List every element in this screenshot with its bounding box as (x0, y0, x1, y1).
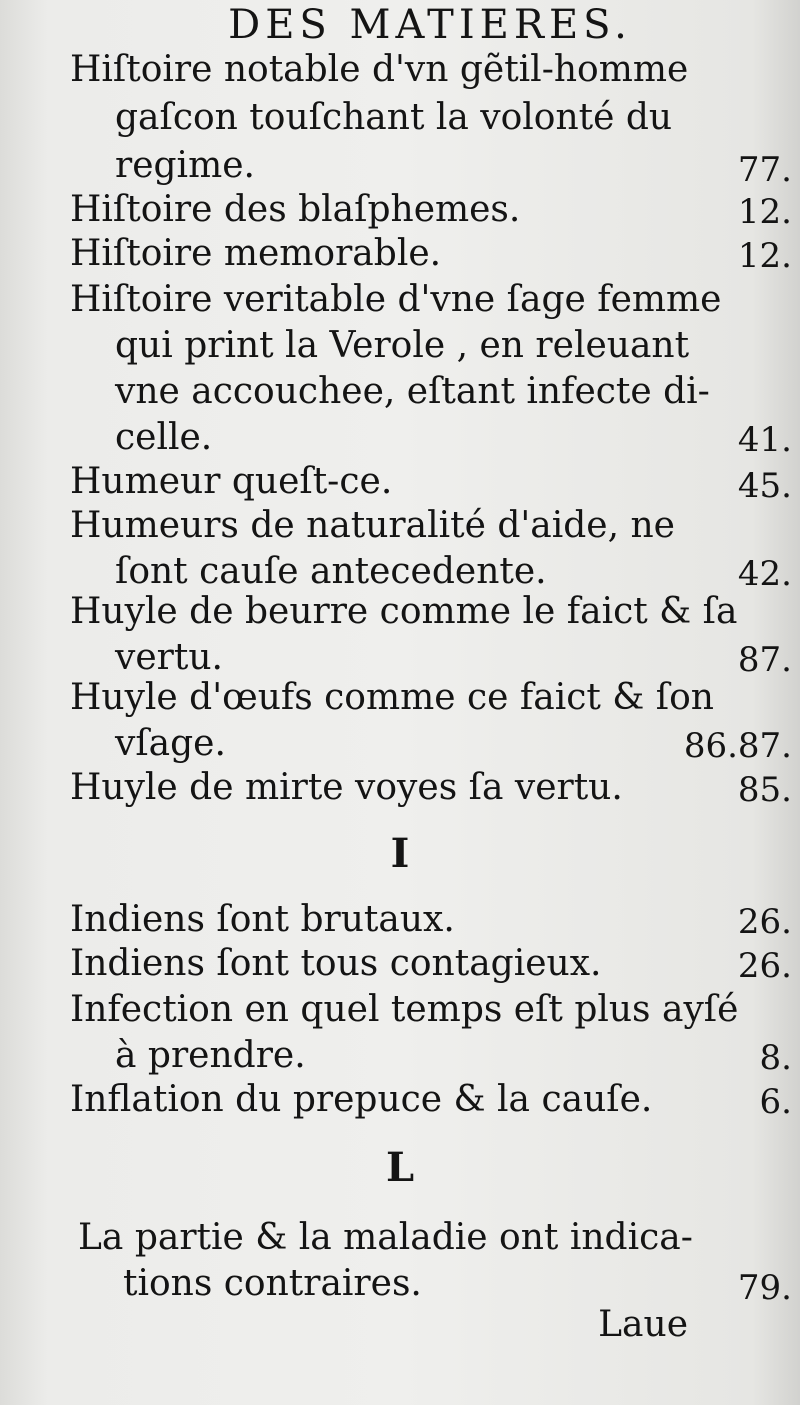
page-reference: 85. (737, 770, 792, 810)
entry-line: Huyle de beurre comme le faict & ſa (70, 591, 738, 632)
page-reference: 8. (759, 1038, 792, 1078)
page-reference: 41. (737, 420, 792, 460)
entry-line: Hiſtoire memorable. (70, 233, 442, 274)
page-reference: 77. (737, 150, 792, 190)
entry-line: Hiſtoire des blaſphemes. (70, 189, 521, 230)
entry-line: ſont cauſe antecedente. (115, 551, 547, 592)
entry-line: vertu. (115, 637, 223, 678)
running-head: DES MATIERES. (228, 2, 632, 48)
page-reference: 26. (737, 902, 792, 942)
entry-line: gaſcon touſchant la volonté du (115, 97, 673, 138)
entry-line: Hiſtoire notable d'vn gẽtil-homme (70, 49, 689, 90)
entry-line: Humeur queſt-ce. (70, 461, 393, 502)
page-reference: 12. (737, 192, 792, 232)
page-reference: 87. (737, 640, 792, 680)
page-reference: 86.87. (683, 726, 792, 766)
entry-line: La partie & la maladie ont indica- (78, 1217, 693, 1258)
entry-line: vne accouchee, eſtant infecte di- (115, 371, 710, 412)
entry-line: celle. (115, 417, 213, 458)
section-letter-i: I (390, 830, 410, 877)
section-letter-l: L (385, 1144, 415, 1191)
entry-line: tions contraires. (123, 1263, 422, 1304)
entry-line: Humeurs de naturalité d'aide, ne (70, 505, 675, 546)
entry-line: vſage. (115, 723, 226, 764)
page-reference: 42. (737, 554, 792, 594)
page-reference: 12. (737, 236, 792, 276)
catchword: Laue (598, 1304, 688, 1345)
page-reference: 26. (737, 946, 792, 986)
entry-line: qui print la Verole , en releuant (115, 325, 690, 366)
entry-line: Infection en quel temps eſt plus ayſé (70, 989, 739, 1030)
entry-line: Indiens ſont tous contagieux. (70, 943, 602, 984)
entry-line: Huyle de mirte voyes ſa vertu. (70, 767, 623, 808)
page-reference: 79. (737, 1268, 792, 1308)
entry-line: à prendre. (115, 1035, 306, 1076)
entry-line: Huyle d'œufs comme ce faict & ſon (70, 677, 714, 718)
page-reference: 6. (759, 1082, 792, 1122)
entry-line: Hiſtoire veritable d'vne ſage femme (70, 279, 722, 320)
entry-line: Inflation du prepuce & la cauſe. (70, 1079, 653, 1120)
entry-line: regime. (115, 145, 255, 186)
page-reference: 45. (737, 466, 792, 506)
entry-line: Indiens ſont brutaux. (70, 899, 455, 940)
